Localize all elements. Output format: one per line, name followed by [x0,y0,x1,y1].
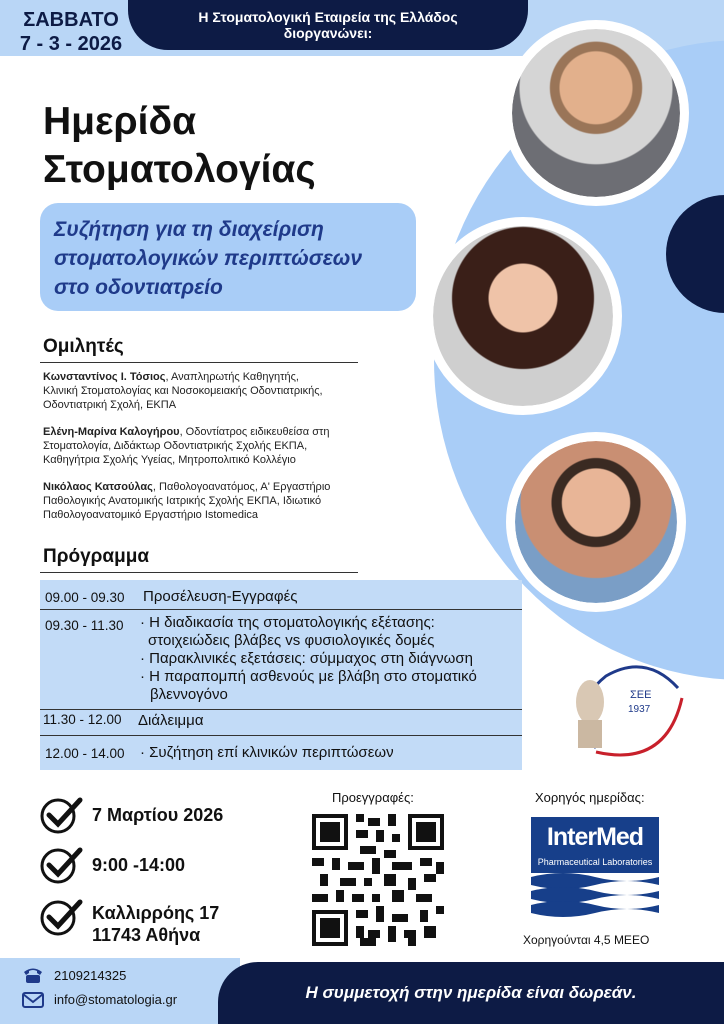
speaker-3-desc-1: , Παθολογοανατόμος, Α' Εργαστήριο [152,481,331,493]
subtitle-line-2: στοματολογικών περιπτώσεων [54,247,362,270]
speaker-photo-2 [424,217,622,415]
society-logo-abbr: ΣΕΕ [630,689,652,701]
speaker-1-desc-1: , Αναπληρωτής Καθηγητής, [165,371,299,383]
sponsor-waves [531,873,659,917]
registration-label: Προεγγραφές: [332,790,414,805]
program-text: · Η παραπομπή ασθενούς με βλάβη στο στοματικό [140,668,477,685]
program-text: στοιχειώδεις βλάβες vs φυσιολογικές δομές [148,632,435,649]
subtitle-line-3: στο οδοντιατρείο [54,276,223,299]
speaker-2-desc-3: Καθηγήτρια Σχολής Υγείας, Μητροπολιτικό Κολλέγιο [43,454,296,466]
event-time-text: 9:00 -14:00 [92,855,186,875]
program-row-divider [40,735,522,736]
sponsor-logo [531,817,659,917]
info-address [40,898,219,946]
check-icon [40,796,84,836]
event-day: ΣΑΒΒΑΤΟ [23,9,119,31]
speaker-2 [43,425,373,467]
program-divider [40,572,358,573]
society-logo [566,658,686,758]
speaker-3 [43,480,373,522]
contact-email [22,990,177,1008]
info-date [40,796,223,836]
speaker-photo-3 [506,432,686,612]
speaker-2-desc-1: , Οδοντίατρος ειδικευθείσα στη [179,426,330,438]
program-text: βλεννογόνο [150,686,228,703]
speaker-1-desc-2: Κλινική Στοματολογίας και Νοσοκομειακής Οδοντιατρικής, [43,385,323,397]
speaker-1-desc-3: Οδοντιατρική Σχολή, ΕΚΠΑ [43,399,177,411]
program-text: · Η διαδικασία της στοματολογικής εξέτασης: [140,614,435,631]
speaker-3-name: Νικόλαος Κατσούλας [43,481,153,493]
program-time: 12.00 - 14.00 [45,746,125,761]
event-date-text: 7 Μαρτίου 2026 [92,805,224,825]
society-logo-year: 1937 [628,704,651,715]
speakers-divider [40,362,358,363]
speaker-2-desc-2: Στοματολογία, Διδάκτωρ Οδοντιατρικής Σχολής ΕΚΠΑ, [43,440,308,452]
speaker-2-name: Ελένη-Μαρίνα Καλογήρου [43,426,180,438]
program-heading: Πρόγραμμα [43,546,150,567]
program-time: 09.30 - 11.30 [45,618,124,633]
free-participation-text: Η συμμετοχή στην ημερίδα είναι δωρεάν. [305,983,637,1002]
page-title [43,98,316,194]
program-text: Διάλειμμα [138,712,204,729]
event-date: 7 - 3 - 2026 [19,33,123,55]
speakers-heading: Ομιλητές [43,336,124,357]
speaker-1 [43,370,373,412]
organizer-text [128,9,528,41]
phone-icon [22,966,44,984]
program-text: Προσέλευση-Εγγραφές [143,588,298,605]
check-icon [40,846,84,886]
speaker-3-desc-3: Παθολογοανατομικό Εργαστήριο Istomedica [43,509,259,521]
subtitle-line-1: Συζήτηση για τη διαχείριση [54,218,324,241]
sponsor-brand-sub: Pharmaceutical Laboratories [537,857,653,867]
speaker-photo-1 [503,20,689,206]
registration-qr-code[interactable] [312,814,444,946]
speaker-3-desc-2: Παθολογικής Ανατομικής Ιατρικής Σχολής ΕΚΠΑ, Ιδιωτικό [43,495,322,507]
info-time [40,846,185,886]
program-text: · Συζήτηση επί κλινικών περιπτώσεων [140,744,394,761]
program-text: · Παρακλινικές εξετάσεις: σύμμαχος στη διάγνωση [140,650,473,667]
subtitle-box [40,203,416,311]
address-line-2: 11743 Αθήνα [92,925,201,945]
sponsor-brand: InterMed [546,823,644,851]
check-icon [40,898,84,938]
email-icon [22,990,44,1008]
contact-phone [22,966,126,984]
email-address[interactable]: info@stomatologia.gr [54,991,178,1007]
organizer-line-2: διοργανώνει: [283,25,373,41]
program-time: 11.30 - 12.00 [43,712,122,727]
cpd-credits: Χορηγούνται 4,5 ΜΕΕΟ [523,933,650,947]
phone-number[interactable]: 2109214325 [54,967,127,983]
program-row-divider [40,609,522,610]
event-date-box [16,8,126,56]
program-time: 09.00 - 09.30 [45,590,125,605]
address-line-1: Καλλιρρόης 17 [92,903,220,923]
title-line-1: Ημερίδα [43,100,197,143]
sponsor-label: Χορηγός ημερίδας: [535,790,645,805]
organizer-line-1: Η Στοματολογική Εταιρεία της Ελλάδος [198,9,458,25]
speaker-1-name: Κωνσταντίνος Ι. Τόσιος [43,371,166,383]
program-table [40,580,522,770]
program-row-divider [40,709,522,710]
title-line-2: Στοματολογίας [43,148,316,191]
